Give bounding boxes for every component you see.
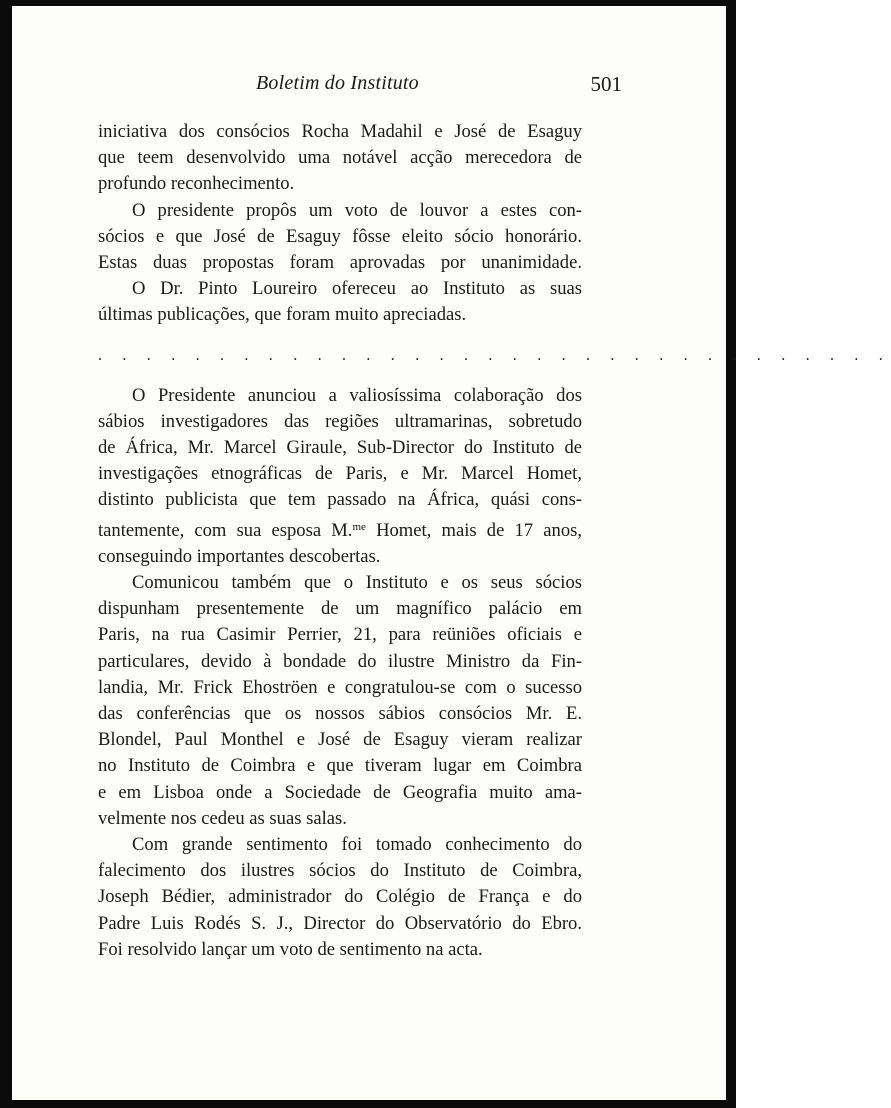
running-title: Boletim do Instituto — [256, 72, 419, 94]
text-line: falecimento dos ilustres sócios do Instituto de Coimbra, — [98, 860, 582, 882]
text-line: Estas duas propostas foram aprovadas por unanimidade. — [98, 252, 582, 274]
text-line: Paris, na rua Casimir Perrier, 21, para reüniões oficiais e — [98, 624, 582, 646]
text-line: sócios e que José de Esaguy fôsse eleito sócio honorário. — [98, 225, 582, 247]
text-line: sábios investigadores das regiões ultramarinas, sobretudo — [98, 410, 582, 432]
ellipsis-separator: . . . . . . . . . . . . . . . . . . . . . . . . . . . . . . . . . — [98, 346, 891, 364]
text-line: conseguindo importantes descobertas. — [98, 545, 381, 567]
paragraph-1 — [98, 119, 582, 198]
text-line: Blondel, Paul Monthel e José de Esaguy vieram realizar — [98, 729, 582, 751]
text-fragment: Homet, mais de 17 anos, — [365, 519, 582, 541]
superscript-abbreviation: me — [352, 520, 366, 533]
text-line: Foi resolvido lançar um voto de sentimento na acta. — [98, 938, 483, 960]
text-line: iniciativa dos consócios Rocha Madahil e José de Esaguy — [98, 121, 582, 142]
text-line: no Instituto de Coimbra e que tiveram lugar em Coimbra — [98, 755, 582, 777]
paragraph-6 — [98, 832, 582, 963]
text-line — [98, 514, 582, 544]
text-line: investigações etnográficas de Paris, e Mr. Marcel Homet, — [98, 463, 582, 485]
paragraph-5 — [98, 570, 582, 832]
text-line: dispunham presentemente de um magnífico palácio em — [98, 598, 582, 620]
paragraph-3 — [98, 276, 582, 328]
page-number: 501 — [590, 72, 622, 96]
text-fragment: tantemente, com sua esposa M. — [98, 519, 353, 541]
text-line: das conferências que os nossos sábios consócios Mr. E. — [98, 703, 582, 725]
text-line: landia, Mr. Frick Ehoströen e congratulou-se com o sucesso — [98, 676, 582, 698]
text-line: profundo reconhecimento. — [98, 173, 295, 195]
text-line: que teem desenvolvido uma notável acção merecedora de — [98, 147, 582, 169]
paragraph-2 — [98, 198, 582, 277]
paragraph-4 — [98, 383, 582, 570]
text-line: Com grande sentimento foi tomado conhecimento do — [132, 834, 582, 856]
text-line: de África, Mr. Marcel Giraule, Sub-Director do Instituto de — [98, 437, 582, 459]
text-line: particulares, devido à bondade do ilustre Ministro da Fin- — [98, 650, 582, 672]
text-line: Joseph Bédier, administrador do Colégio de França e do — [98, 886, 582, 908]
text-line: O presidente propôs um voto de louvor a estes con- — [132, 199, 582, 221]
text-line: O Presidente anunciou a valiosíssima colaboração dos — [132, 384, 582, 406]
text-line: Padre Luis Rodés S. J., Director do Observatório do Ebro. — [98, 912, 582, 934]
text-line: O Dr. Pinto Loureiro ofereceu ao Instituto as suas — [132, 278, 582, 300]
text-line: Comunicou também que o Instituto e os seus sócios — [132, 572, 582, 594]
text-line: e em Lisboa onde a Sociedade de Geografia muito ama- — [98, 781, 582, 803]
body-text — [98, 119, 891, 963]
page-header — [98, 72, 644, 102]
text-line: velmente nos cedeu as suas salas. — [98, 807, 347, 829]
text-line: distinto publicista que tem passado na África, quási cons- — [98, 489, 582, 511]
text-line: últimas publicações, que foram muito apreciadas. — [98, 304, 467, 326]
